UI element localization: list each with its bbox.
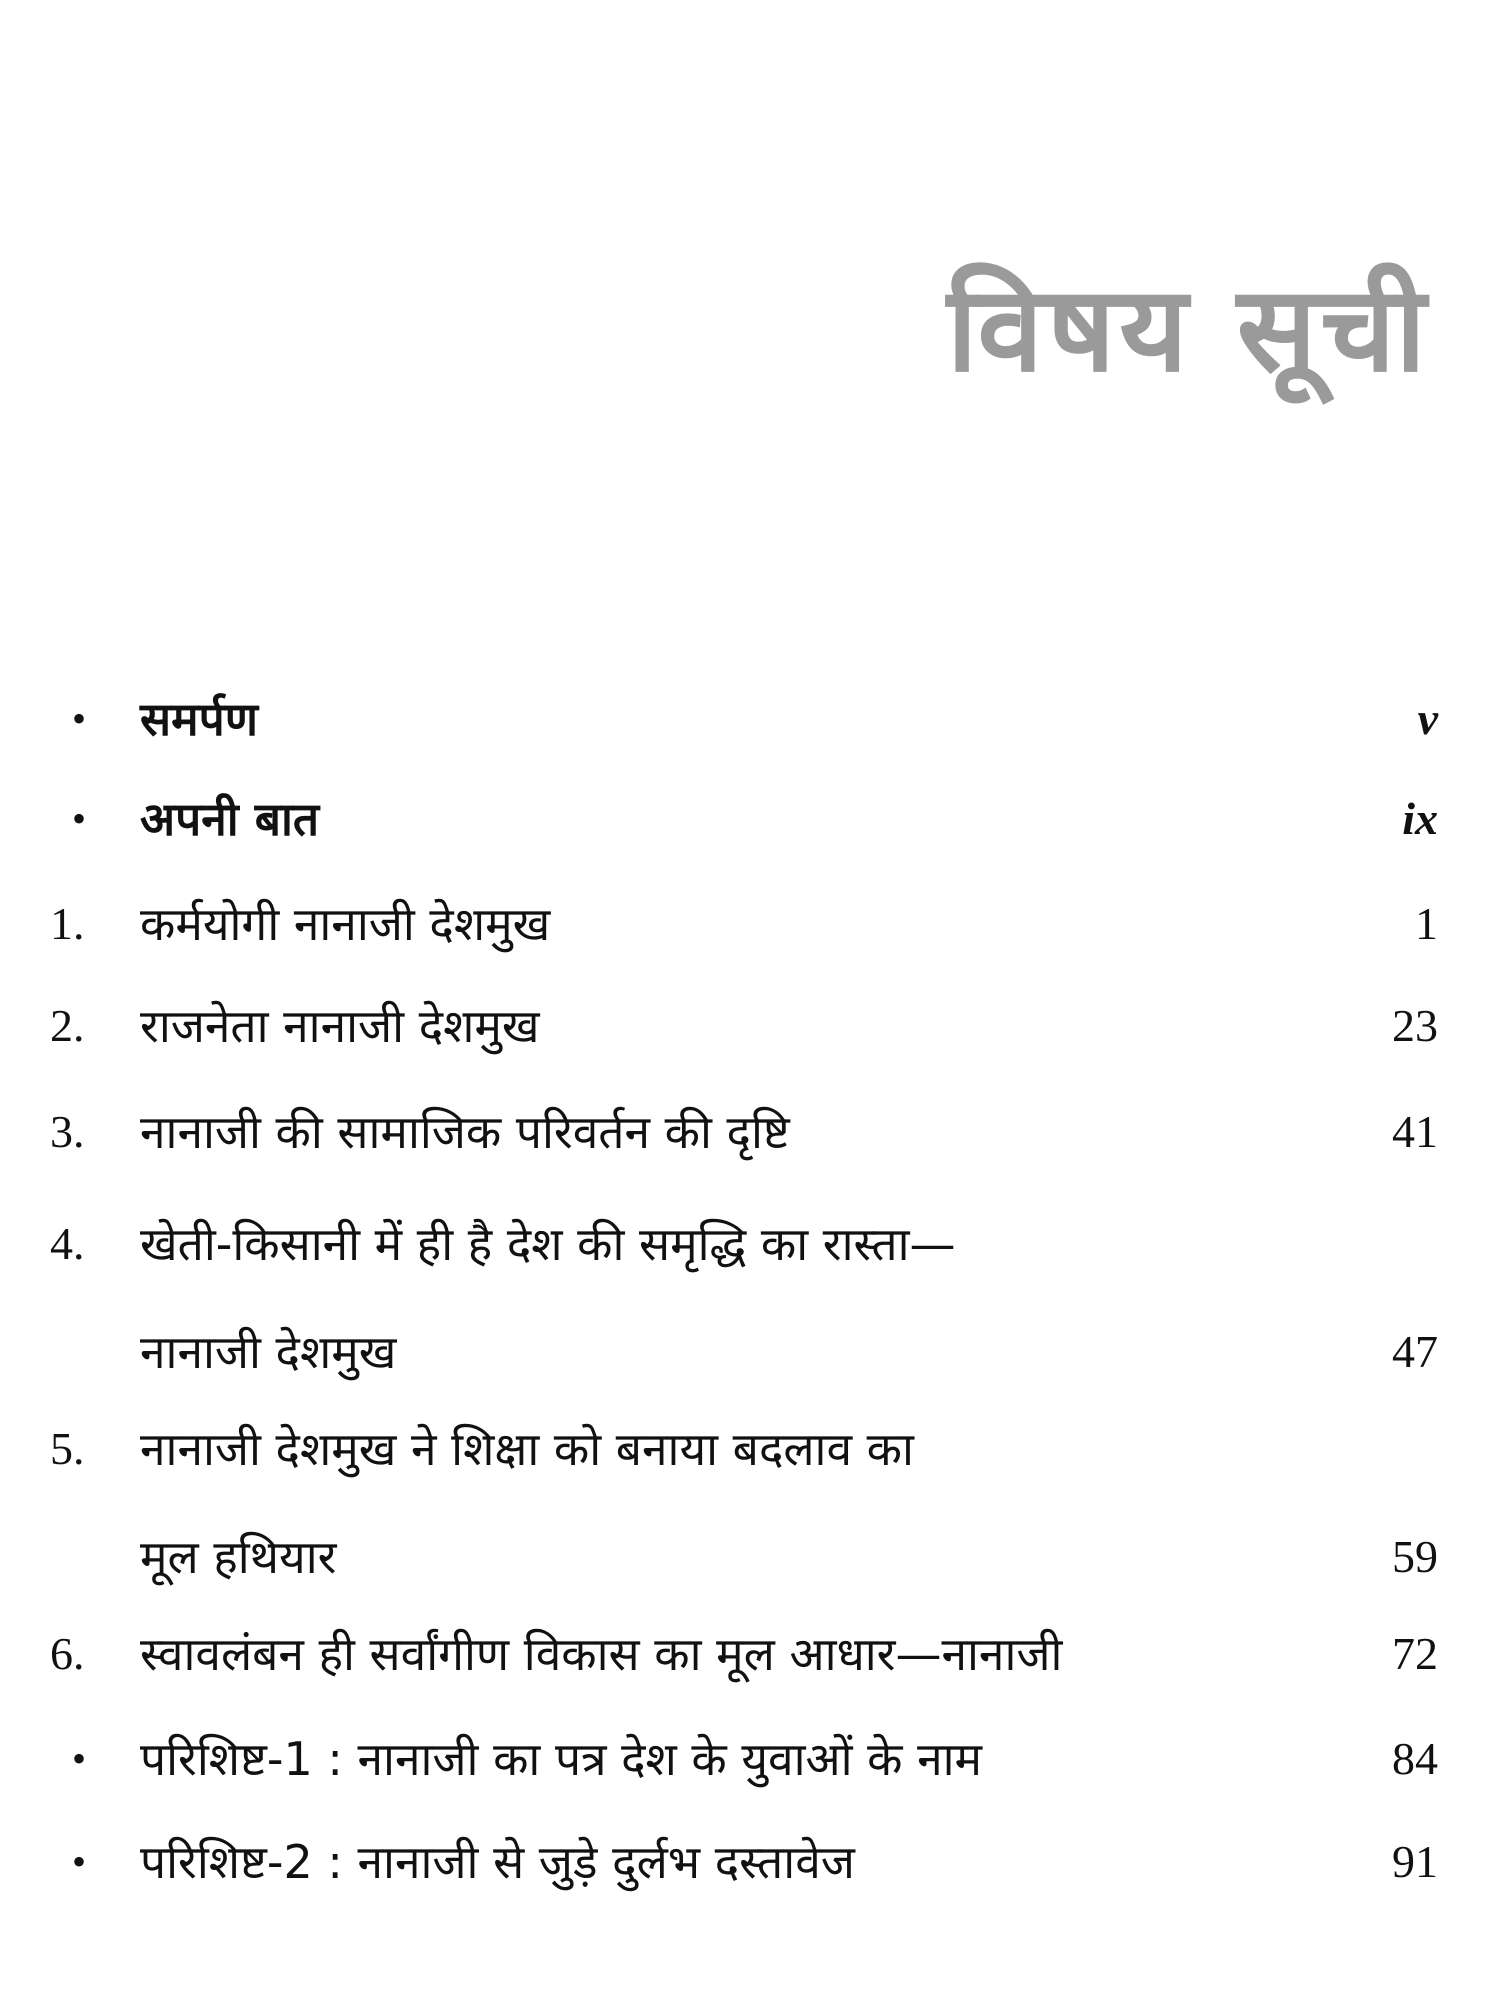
page-number: 23 <box>1392 1000 1438 1051</box>
entry-title: नानाजी की सामाजिक परिवर्तन की दृष्टि <box>140 1105 790 1159</box>
page-number: 91 <box>1392 1836 1438 1887</box>
entry-title: अपनी बात <box>140 792 320 846</box>
chapter-number: 4. <box>50 1218 85 1269</box>
chapter-number: 6. <box>50 1628 85 1679</box>
bullet-marker: • <box>72 696 87 741</box>
chapter-number: 1. <box>50 898 85 949</box>
page-number: 47 <box>1392 1326 1438 1377</box>
chapter-number: 5. <box>50 1423 85 1474</box>
page-number: 1 <box>1415 898 1438 949</box>
page-title: विषय सूची <box>946 260 1430 398</box>
entry-title: नानाजी देशमुख ने शिक्षा को बनाया बदलाव का मूल हथियार <box>140 1422 914 1584</box>
entry-title: परिशिष्ट-1 : नानाजी का पत्र देश के युवाओं के नाम <box>140 1732 983 1786</box>
page-number: 41 <box>1392 1106 1438 1157</box>
bullet-marker: • <box>72 1736 87 1781</box>
bullet-marker: • <box>72 796 87 841</box>
page-number: v <box>1417 693 1438 744</box>
bullet-marker: • <box>72 1839 87 1884</box>
entry-title: परिशिष्ट-2 : नानाजी से जुड़े दुर्लभ दस्तावेज <box>140 1835 855 1889</box>
chapter-number: 2. <box>50 1000 85 1051</box>
page-number: 84 <box>1392 1733 1438 1784</box>
entry-title: कर्मयोगी नानाजी देशमुख <box>140 897 551 951</box>
page-number: 72 <box>1392 1628 1438 1679</box>
chapter-number: 3. <box>50 1106 85 1157</box>
entry-title: राजनेता नानाजी देशमुख <box>140 999 540 1053</box>
page-number: ix <box>1402 793 1438 844</box>
entry-title: खेती-किसानी में ही है देश की समृद्धि का रास्ता— नानाजी देशमुख <box>140 1217 956 1379</box>
page-number: 59 <box>1392 1531 1438 1582</box>
entry-title: स्वावलंबन ही सर्वांगीण विकास का मूल आधार—नानाजी <box>140 1627 1063 1681</box>
entry-title: समर्पण <box>140 692 258 746</box>
